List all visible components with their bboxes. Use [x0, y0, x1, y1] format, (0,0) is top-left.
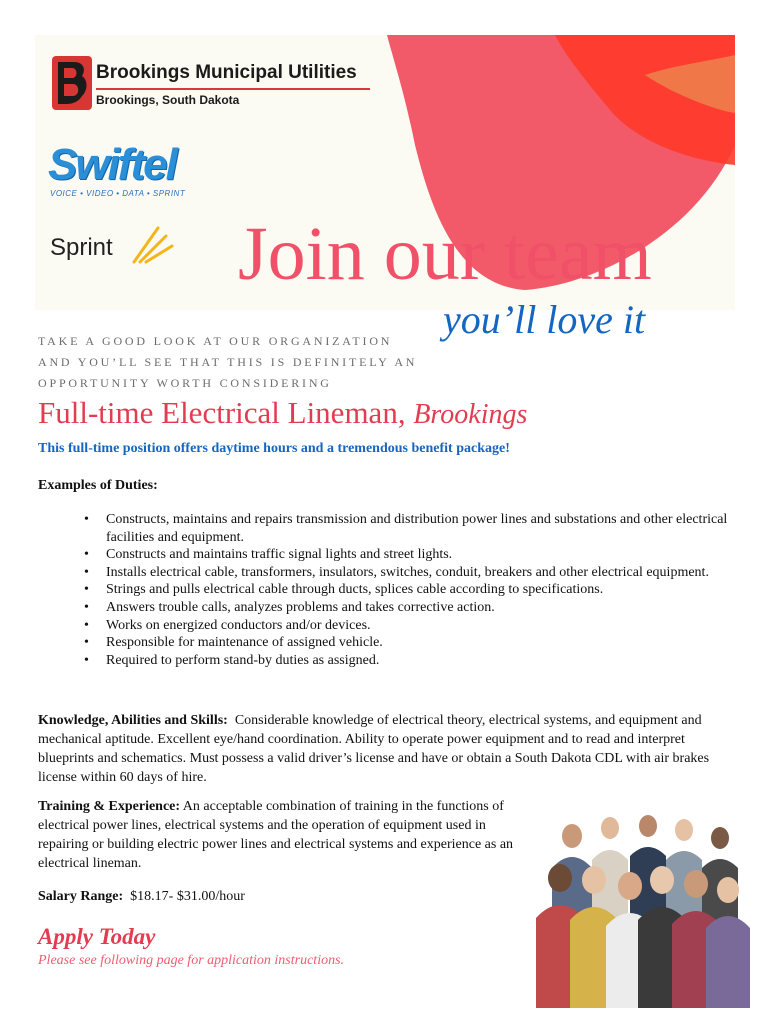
salary-value: $18.17- $31.00/hour — [130, 889, 245, 904]
job-summary: This full-time position offers daytime hours and a tremendous benefit package! — [38, 441, 510, 456]
sprint-logo-text: Sprint — [50, 234, 113, 261]
intro-line: AND YOU’LL SEE THAT THIS IS DEFINITELY AN — [38, 355, 418, 369]
team-photo-image — [530, 808, 750, 1008]
headline: Join our team — [238, 212, 652, 296]
apply-note: Please see following page for application instructions. — [38, 953, 345, 968]
training-text: An acceptable combination of training in the functions of electrical power lines, electrical systems and the operation of equipment used in repairing or building electric power lines and electrical systems and experience as an electrical lineman. — [38, 799, 514, 871]
salary-label: Salary Range: — [38, 889, 124, 904]
duties-list — [38, 511, 738, 669]
list-item: • Answers trouble calls, analyzes problems and takes corrective action. — [106, 599, 738, 617]
list-item: • Works on energized conductors and/or devices. — [106, 617, 738, 635]
swiftel-tagline: VOICE • VIDEO • DATA • SPRINT — [50, 189, 186, 198]
list-item: • Required to perform stand-by duties as assigned. — [106, 652, 738, 670]
knowledge-text: Considerable knowledge of electrical theory, electrical systems, and equipment and mechanical aptitude. Excellent eye/hand coordination. Ability to operate power equipment and to read and interpret blueprints and schematics. Must possess a valid driver’s license and have or obtain a South Dakota CDL with air brakes license within 60 days of hire. — [38, 713, 710, 785]
org-divider — [96, 88, 370, 90]
knowledge-paragraph — [38, 711, 718, 787]
intro-line: OPPORTUNITY WORTH CONSIDERING — [38, 376, 332, 390]
org-name: Brookings Municipal Utilities — [96, 62, 357, 83]
list-item: • Constructs and maintains traffic signal lights and street lights. — [106, 546, 738, 564]
sprint-pin-icon — [130, 222, 174, 266]
apply-heading: Apply Today — [38, 924, 156, 949]
list-item: • Constructs, maintains and repairs transmission and distribution power lines and substations and other electrical facilities and equipment. — [106, 511, 738, 546]
training-label: Training & Experience: — [38, 799, 181, 814]
tagline: you’ll love it — [443, 297, 646, 342]
swiftel-logo: Swiftel — [48, 140, 176, 189]
bmu-logo-icon — [52, 56, 92, 110]
training-paragraph — [38, 797, 526, 873]
list-item: • Installs electrical cable, transformers, insulators, switches, conduit, breakers and other electrical equipment. — [106, 564, 738, 582]
list-item: • Responsible for maintenance of assigned vehicle. — [106, 634, 738, 652]
job-location: Brookings — [413, 399, 528, 430]
duties-heading: Examples of Duties: — [38, 478, 158, 493]
job-title — [38, 396, 527, 431]
job-title-text: Full-time Electrical Lineman, — [38, 395, 406, 430]
intro-line: TAKE A GOOD LOOK AT OUR ORGANIZATION — [38, 334, 393, 348]
org-location: Brookings, South Dakota — [96, 93, 240, 107]
list-item: • Strings and pulls electrical cable through ducts, splices cable according to specifications. — [106, 581, 738, 599]
knowledge-label: Knowledge, Abilities and Skills: — [38, 713, 228, 728]
intro-text — [38, 331, 438, 394]
